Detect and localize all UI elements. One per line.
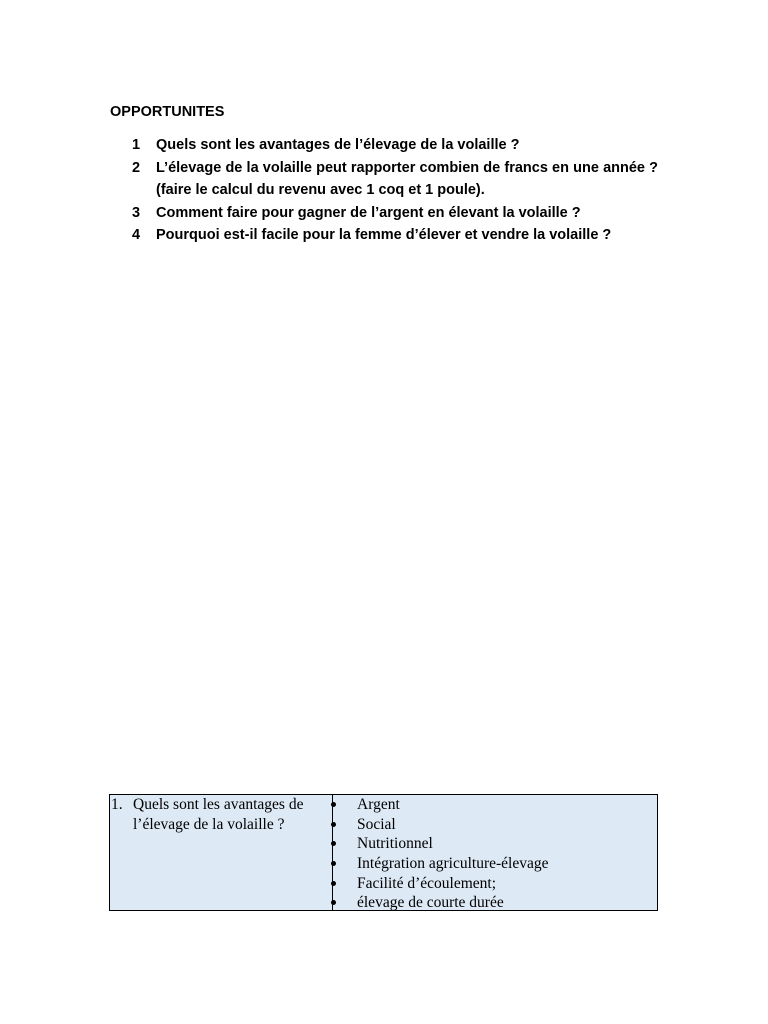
table-question-text: Quels sont les avantages de l’élevage de la volaille ? [133,796,304,833]
question-text: Quels sont les avantages de l’élevage de la volaille ? [156,137,520,153]
bullet-icon [331,822,336,827]
question-text: L’élevage de la volaille peut rapporter combien de francs en une année ? (faire le calcul du revenu avec 1 coq et 1 poule). [156,159,658,198]
bullet-icon [331,881,336,886]
answer-item [333,795,657,815]
question-list [110,134,658,247]
list-item [110,202,658,225]
list-item [110,134,658,157]
answer-text: Intégration agriculture-élevage [357,855,549,873]
answer-item [333,854,657,874]
question-number: 3 [132,204,141,221]
answer-text: Argent [357,796,400,813]
bullet-icon [331,802,336,807]
question-text: Pourquoi est-il facile pour la femme d’élever et vendre la volaille ? [156,227,612,243]
bullet-icon [331,841,336,846]
answer-list [333,795,657,913]
answer-item [333,834,657,854]
section-heading: OPPORTUNITES [110,104,225,120]
answer-text: Facilité d’écoulement; [357,874,497,892]
table-question-number: 1. [111,796,123,813]
answer-item [333,893,657,913]
answer-table [109,794,658,911]
list-item [110,224,658,247]
question-number: 4 [132,227,141,243]
table-question-cell [110,795,333,910]
question-number: 1 [132,137,141,153]
question-number: 2 [132,159,141,176]
answer-text: Social [357,815,396,833]
answer-item [333,874,657,894]
answer-text: Nutritionnel [357,835,433,853]
bullet-icon [331,861,336,866]
question-text: Comment faire pour gagner de l’argent en élevant la volaille ? [156,204,581,221]
list-item [110,157,658,202]
answer-item [333,815,657,835]
bullet-icon [331,900,336,905]
table-answer-cell [333,795,657,910]
answer-text: élevage de courte durée [357,894,504,912]
